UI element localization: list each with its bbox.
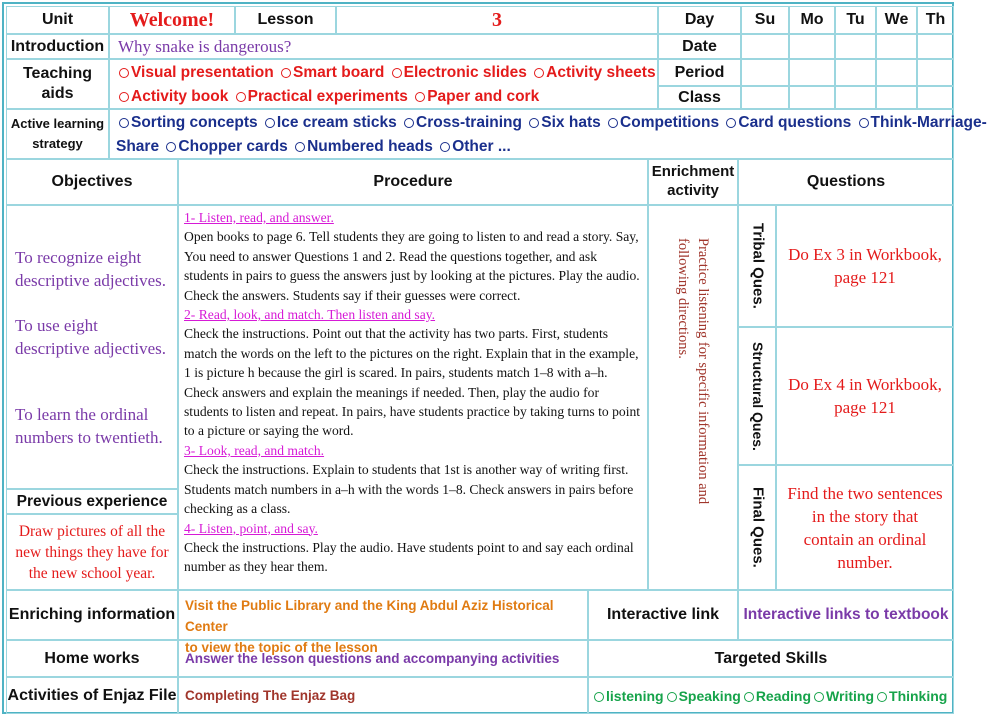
radio-circle-icon[interactable] bbox=[392, 68, 402, 78]
date-cell-su bbox=[741, 34, 789, 59]
skill-option[interactable]: Speaking bbox=[664, 688, 741, 704]
strategy-option-continued: Share bbox=[116, 138, 160, 155]
strategy-option[interactable]: Competitions bbox=[605, 114, 719, 131]
unit-label: Unit bbox=[6, 6, 109, 34]
strategy-option[interactable]: Card questions bbox=[723, 114, 851, 131]
radio-circle-icon[interactable] bbox=[814, 692, 824, 702]
final-ques-text: Final Ques. bbox=[749, 487, 767, 568]
structural-ques-label bbox=[738, 327, 776, 465]
enjaz-label: Activities of Enjaz File bbox=[6, 677, 178, 714]
enrichment-header-line1: Enrichment bbox=[651, 163, 735, 181]
period-cell-th bbox=[917, 59, 954, 86]
radio-circle-icon[interactable] bbox=[295, 142, 305, 152]
targeted-skills-options bbox=[588, 677, 954, 714]
procedure-cell bbox=[178, 205, 648, 590]
enrichment-header-line2: activity bbox=[667, 182, 719, 199]
class-cell-we bbox=[876, 86, 917, 109]
aid-option[interactable]: Visual presentation bbox=[116, 64, 274, 81]
period-label: Period bbox=[658, 59, 741, 86]
interactive-link-value[interactable]: Interactive links to textbook bbox=[738, 590, 954, 640]
teaching-aids-label-line2: aids bbox=[41, 85, 74, 102]
date-cell-tu bbox=[835, 34, 876, 59]
date-cell-we bbox=[876, 34, 917, 59]
enriching-info-value bbox=[178, 590, 588, 655]
unit-value: Welcome! bbox=[109, 6, 235, 34]
procedure-step-heading: 2- Read, look, and match. Then listen and say. bbox=[184, 307, 436, 323]
radio-circle-icon[interactable] bbox=[415, 92, 425, 102]
radio-circle-icon[interactable] bbox=[265, 118, 275, 128]
tribal-ques-value: Do Ex 3 in Workbook, page 121 bbox=[776, 205, 954, 327]
procedure-header: Procedure bbox=[178, 159, 648, 205]
day-tu: Tu bbox=[835, 6, 876, 34]
skill-option[interactable]: Writing bbox=[811, 688, 874, 704]
procedure-step-body: Check the instructions. Explain to students that 1st is another way of writing first. Students match numbers in a–h with the words 1–8. Check answers in pairs before checking as a class. bbox=[184, 462, 634, 517]
date-cell-th bbox=[917, 34, 954, 59]
radio-circle-icon[interactable] bbox=[119, 92, 129, 102]
active-learning-line2 bbox=[116, 135, 953, 159]
radio-circle-icon[interactable] bbox=[594, 692, 604, 702]
radio-circle-icon[interactable] bbox=[744, 692, 754, 702]
teaching-aids-label bbox=[6, 59, 109, 109]
previous-experience-label: Previous experience bbox=[6, 489, 178, 514]
final-ques-label bbox=[738, 465, 776, 590]
aid-option[interactable]: Practical experiments bbox=[233, 88, 408, 105]
skill-option[interactable]: Thinking bbox=[874, 688, 947, 704]
radio-circle-icon[interactable] bbox=[726, 118, 736, 128]
enriching-info-line2: to view the topic of the lesson bbox=[185, 640, 378, 655]
aid-option[interactable]: Activity sheets bbox=[531, 64, 655, 81]
radio-circle-icon[interactable] bbox=[534, 68, 544, 78]
active-learning-label-line1: Active learning bbox=[10, 116, 105, 131]
radio-circle-icon[interactable] bbox=[404, 118, 414, 128]
radio-circle-icon[interactable] bbox=[859, 118, 869, 128]
radio-circle-icon[interactable] bbox=[608, 118, 618, 128]
procedure-step-heading: 4- Listen, point, and say. bbox=[184, 520, 318, 536]
strategy-option[interactable]: Cross-training bbox=[401, 114, 522, 131]
class-cell-tu bbox=[835, 86, 876, 109]
structural-ques-text: Structural Ques. bbox=[749, 341, 766, 451]
day-su: Su bbox=[741, 6, 789, 34]
radio-circle-icon[interactable] bbox=[119, 68, 129, 78]
radio-circle-icon[interactable] bbox=[281, 68, 291, 78]
lesson-label: Lesson bbox=[235, 6, 336, 34]
skill-option[interactable]: listening bbox=[591, 688, 664, 704]
period-cell-mo bbox=[789, 59, 835, 86]
previous-experience-text: Draw pictures of all the new things they have for the new school year. bbox=[6, 514, 178, 590]
targeted-skills-label: Targeted Skills bbox=[588, 640, 954, 677]
strategy-option[interactable]: Chopper cards bbox=[163, 138, 287, 155]
date-cell-mo bbox=[789, 34, 835, 59]
strategy-option[interactable]: Think-Marriage- bbox=[856, 114, 987, 131]
home-works-label: Home works bbox=[6, 640, 178, 677]
aid-option[interactable]: Activity book bbox=[116, 88, 228, 105]
lesson-value: 3 bbox=[336, 6, 658, 34]
enriching-info-label: Enriching information bbox=[6, 590, 178, 640]
procedure-step-body: Open books to page 6. Tell students they are going to listen to and read a story. Say, You need to answer Questions 1 and 2. Read the questions together, and ask students in pairs to guess the answers just by looking at the pictures. Play the audio. Check the answers. Students say if their guesses were correct. bbox=[184, 229, 640, 303]
radio-circle-icon[interactable] bbox=[119, 118, 129, 128]
class-cell-th bbox=[917, 86, 954, 109]
aid-option[interactable]: Electronic slides bbox=[389, 64, 527, 81]
strategy-option[interactable]: Ice cream sticks bbox=[262, 114, 397, 131]
strategy-option[interactable]: Six hats bbox=[526, 114, 600, 131]
period-cell-tu bbox=[835, 59, 876, 86]
interactive-link-label: Interactive link bbox=[588, 590, 738, 640]
teaching-aids-row2 bbox=[116, 88, 539, 106]
final-ques-value: Find the two sentences in the story that contain an ordinal number. bbox=[776, 465, 954, 590]
active-learning-label bbox=[6, 109, 109, 159]
day-th: Th bbox=[917, 6, 954, 34]
procedure-step-heading: 3- Look, read, and match. bbox=[184, 442, 325, 458]
day-label: Day bbox=[658, 6, 741, 34]
skill-option[interactable]: Reading bbox=[741, 688, 811, 704]
day-mo: Mo bbox=[789, 6, 835, 34]
tribal-ques-label bbox=[738, 205, 776, 327]
enrichment-header bbox=[648, 159, 738, 205]
aid-option[interactable]: Paper and cork bbox=[412, 88, 539, 105]
enrichment-cell bbox=[648, 205, 738, 590]
radio-circle-icon[interactable] bbox=[667, 692, 677, 702]
day-we: We bbox=[876, 6, 917, 34]
introduction-value: Why snake is dangerous? bbox=[109, 34, 658, 59]
strategy-option[interactable]: Sorting concepts bbox=[116, 114, 258, 131]
objective-item: To recognize eight descriptive adjectives. bbox=[15, 248, 167, 290]
enjaz-value: Completing The Enjaz Bag bbox=[178, 677, 588, 714]
teaching-aids-options bbox=[109, 59, 658, 109]
active-learning-line1 bbox=[116, 111, 987, 135]
introduction-label: Introduction bbox=[6, 34, 109, 59]
strategy-option[interactable]: Numbered heads bbox=[292, 138, 433, 155]
objectives-cell bbox=[6, 205, 178, 489]
structural-ques-value: Do Ex 4 in Workbook, page 121 bbox=[776, 327, 954, 465]
radio-circle-icon[interactable] bbox=[877, 692, 887, 702]
strategy-option[interactable]: Other ... bbox=[437, 138, 511, 155]
teaching-aids-label-line1: Teaching bbox=[22, 65, 93, 82]
enrichment-text: Practice listening for specific information and following directions. bbox=[675, 237, 711, 504]
period-cell-su bbox=[741, 59, 789, 86]
aid-option[interactable]: Smart board bbox=[278, 64, 384, 81]
active-learning-label-line2: strategy bbox=[32, 136, 83, 151]
radio-circle-icon[interactable] bbox=[236, 92, 246, 102]
tribal-ques-text: Tribal Ques. bbox=[749, 223, 767, 309]
questions-header: Questions bbox=[738, 159, 954, 205]
procedure-step-body: Check the instructions. Play the audio. Have students point to and say each ordinal number as they hear them. bbox=[184, 539, 634, 575]
objective-item: To learn the ordinal numbers to twentieth. bbox=[15, 405, 163, 447]
teaching-aids-row1 bbox=[116, 64, 656, 82]
radio-circle-icon[interactable] bbox=[166, 142, 176, 152]
class-cell-su bbox=[741, 86, 789, 109]
objective-item: To use eight descriptive adjectives. bbox=[15, 316, 167, 358]
date-label: Date bbox=[658, 34, 741, 59]
home-works-value: Answer the lesson questions and accompanying activities bbox=[178, 640, 588, 677]
class-cell-mo bbox=[789, 86, 835, 109]
radio-circle-icon[interactable] bbox=[529, 118, 539, 128]
enriching-info-line1: Visit the Public Library and the King Abdul Aziz Historical Center bbox=[185, 598, 554, 634]
active-learning-options bbox=[109, 109, 987, 159]
class-label: Class bbox=[658, 86, 741, 109]
period-cell-we bbox=[876, 59, 917, 86]
radio-circle-icon[interactable] bbox=[440, 142, 450, 152]
procedure-step-body: Check the instructions. Point out that the activity has two parts. First, students match the words on the left to the pictures on the right. Explain that in the example, 1 is picture h because the girl is scared. In pairs, students match 1–8 with a–h. Check answers and explain the meanings if needed. Then, play the audio for students to listen and repeat. In pairs, have students practice by taking turns to point to a picture or saying the word. bbox=[184, 326, 641, 439]
objectives-header: Objectives bbox=[6, 159, 178, 205]
procedure-step-heading: 1- Listen, read, and answer. bbox=[184, 210, 334, 225]
